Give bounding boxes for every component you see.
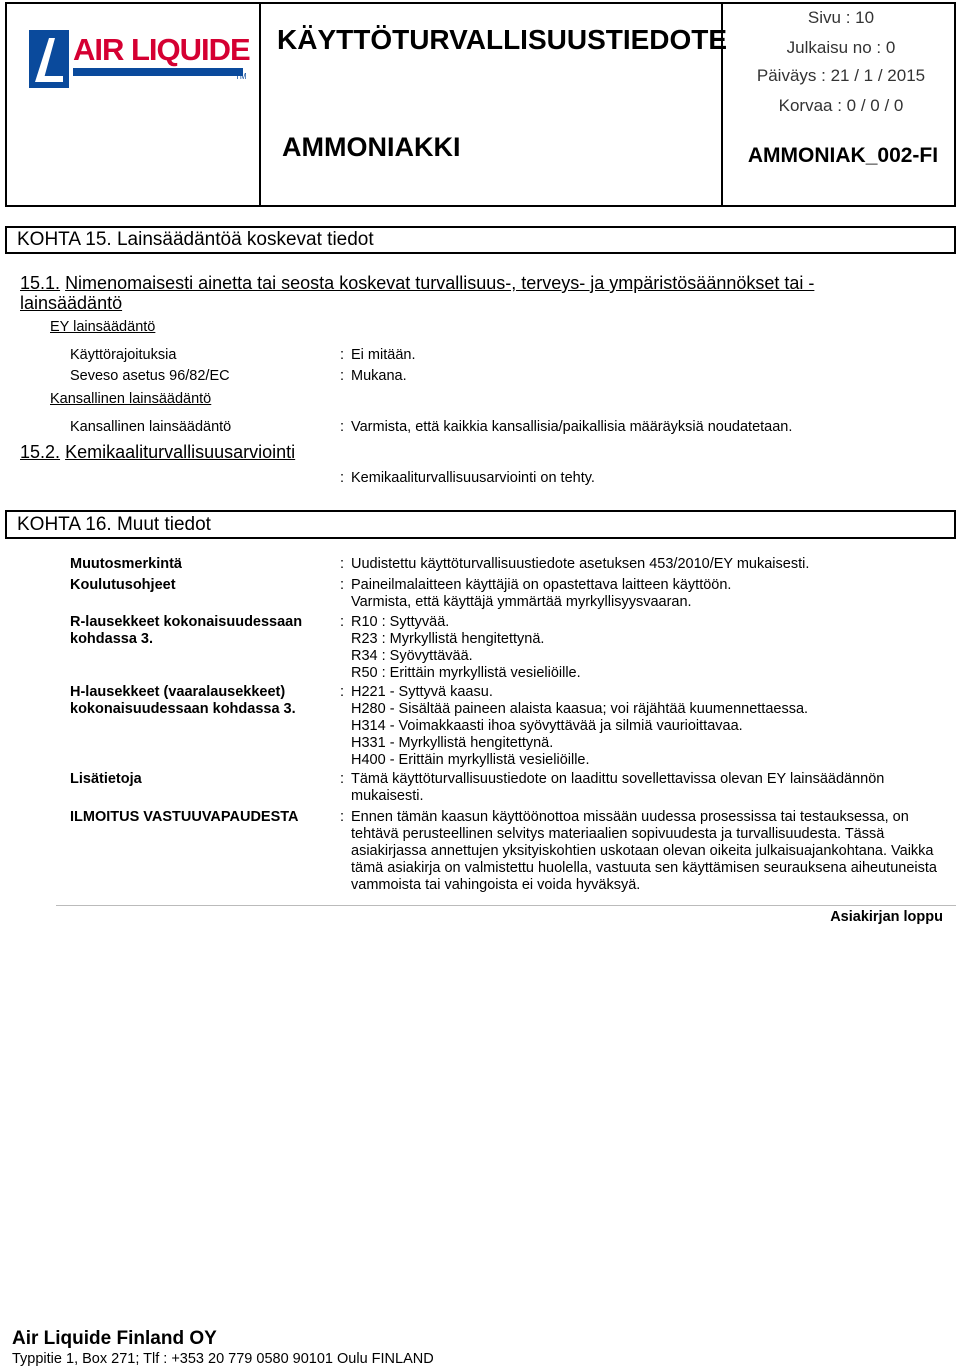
text-line: R10 : Syttyvää. — [351, 614, 450, 630]
text-line: Paineilmalaitteen käyttäjiä on opastettava laitteen käyttöön. — [351, 577, 732, 593]
header-divider — [259, 4, 261, 205]
section-16-heading: KOHTA 16. Muut tiedot — [5, 510, 956, 539]
label-line: kohdassa 3. — [70, 631, 154, 647]
text-line: R34 : Syövyttävää. — [351, 648, 473, 664]
logo-trademark: TM — [235, 72, 247, 81]
subsection-15-2-title — [20, 442, 295, 463]
text-line: vammoista tai vahingoista ei voida hyväksyä. — [351, 877, 641, 893]
document-code: AMMONIAK_002-FI — [747, 144, 939, 167]
subsection-title: Nimenomaisesti ainetta tai seosta koskevat turvallisuus-, terveys- ja ympäristösäännökset tai - — [65, 273, 815, 293]
revision-label: Muutosmerkintä — [70, 556, 182, 572]
company-logo — [29, 30, 251, 90]
label-line: kokonaisuudessaan kohdassa 3. — [70, 701, 296, 717]
text-line: Varmista, että käyttäjä ymmärtää myrkyllisyysvaaran. — [351, 594, 692, 610]
subsection-number: 15.2. — [20, 442, 61, 462]
logo-wordmark: AIR LIQUIDE — [73, 32, 250, 67]
separator-colon: : — [340, 368, 345, 384]
text-line: H221 - Syttyvä kaasu. — [351, 684, 493, 700]
disclaimer-label: ILMOITUS VASTUUVAPAUDESTA — [70, 809, 299, 825]
text-line: H400 - Erittäin myrkyllistä vesieliöille. — [351, 752, 590, 768]
separator-colon: : — [340, 684, 345, 700]
document-header — [5, 2, 956, 207]
footer-address: Typpitie 1, Box 271; Tlf : +353 20 779 0580 90101 Oulu FINLAND — [12, 1351, 434, 1367]
h-phrases-value — [351, 684, 808, 769]
national-legislation-label: Kansallinen lainsäädäntö — [70, 419, 232, 435]
replaces-date: Korvaa : 0 / 0 / 0 — [778, 96, 904, 115]
eu-legislation-heading: EY lainsäädäntö — [50, 319, 156, 335]
r-phrases-label — [70, 614, 302, 648]
disclaimer-value — [351, 809, 937, 894]
separator-colon: : — [340, 614, 345, 630]
h-phrases-label — [70, 684, 296, 718]
text-line: R50 : Erittäin myrkyllistä vesieliöille. — [351, 665, 581, 681]
separator-colon: : — [340, 470, 345, 486]
text-line: asiakirjassa annettujen yksityiskohtien uskotaan olevan oikeita julkaisuajankohtana. Vaikka — [351, 843, 934, 859]
product-name: AMMONIAKKI — [282, 132, 461, 162]
national-legislation-value: Varmista, että kaikkia kansallisia/paikallisia määräyksiä noudatetaan. — [351, 419, 793, 435]
air-liquide-mark-icon — [29, 30, 69, 88]
additional-info-label: Lisätietoja — [70, 771, 142, 787]
text-line: Ennen tämän kaasun käyttöönottoa missään uudessa prosessissa tai testauksessa, on — [351, 809, 909, 825]
separator-colon: : — [340, 577, 345, 593]
logo-bar — [73, 68, 243, 76]
separator-colon: : — [340, 771, 345, 787]
label-line: R-lausekkeet kokonaisuudessaan — [70, 614, 303, 630]
seveso-value: Mukana. — [351, 368, 407, 384]
text-line: R23 : Myrkyllistä hengitettynä. — [351, 631, 545, 647]
text-line: mukaisesti. — [351, 788, 424, 804]
additional-info-value — [351, 771, 884, 805]
page-number: Sivu : 10 — [807, 8, 875, 27]
text-line: Uudistettu käyttöturvallisuustiedote asetuksen 453/2010/EY mukaisesti. — [351, 556, 810, 572]
end-divider — [56, 905, 956, 906]
text-line: H314 - Voimakkaasti ihoa syövyttävää ja silmiä vaurioittavaa. — [351, 718, 743, 734]
subsection-title-continued: lainsäädäntö — [20, 293, 123, 313]
r-phrases-value — [351, 614, 581, 682]
revision-value — [351, 556, 809, 573]
text-line: Tämä käyttöturvallisuustiedote on laadittu sovellettavissa olevan EY lainsäädännön — [351, 771, 885, 787]
text-line: tämä asiakirja on valmistettu huolella, vastuuta sen käyttämisen seurauksena aiheutuneista — [351, 860, 937, 876]
separator-colon: : — [340, 419, 345, 435]
text-line: tehtävä perusteellinen selvitys materiaalien sopivuudesta ja turvallisuudesta. Tässä — [351, 826, 885, 842]
subsection-title: Kemikaaliturvallisuusarviointi — [65, 442, 296, 462]
separator-colon: : — [340, 556, 345, 572]
training-label: Koulutusohjeet — [70, 577, 176, 593]
national-legislation-heading: Kansallinen lainsäädäntö — [50, 391, 212, 407]
edition-number: Julkaisu no : 0 — [786, 38, 896, 57]
restrictions-value: Ei mitään. — [351, 347, 416, 363]
document-title: KÄYTTÖTURVALLISUUSTIEDOTE — [277, 24, 728, 55]
text-line: H280 - Sisältää paineen alaista kaasua; voi räjähtää kuumennettaessa. — [351, 701, 809, 717]
footer-company: Air Liquide Finland OY — [12, 1328, 217, 1349]
seveso-label: Seveso asetus 96/82/EC — [70, 368, 230, 384]
issue-date: Päiväys : 21 / 1 / 2015 — [756, 66, 926, 85]
separator-colon: : — [340, 809, 345, 825]
restrictions-label: Käyttörajoituksia — [70, 347, 177, 363]
subsection-15-1-title — [20, 273, 814, 294]
separator-colon: : — [340, 347, 345, 363]
label-line: H-lausekkeet (vaaralausekkeet) — [70, 684, 286, 700]
subsection-number: 15.1. — [20, 273, 61, 293]
text-line: H331 - Myrkyllistä hengitettynä. — [351, 735, 554, 751]
end-of-document: Asiakirjan loppu — [830, 909, 943, 925]
training-value — [351, 577, 731, 611]
section-15-heading: KOHTA 15. Lainsäädäntöä koskevat tiedot — [5, 226, 956, 254]
chemical-safety-assessment-value: Kemikaaliturvallisuusarviointi on tehty. — [351, 470, 595, 486]
